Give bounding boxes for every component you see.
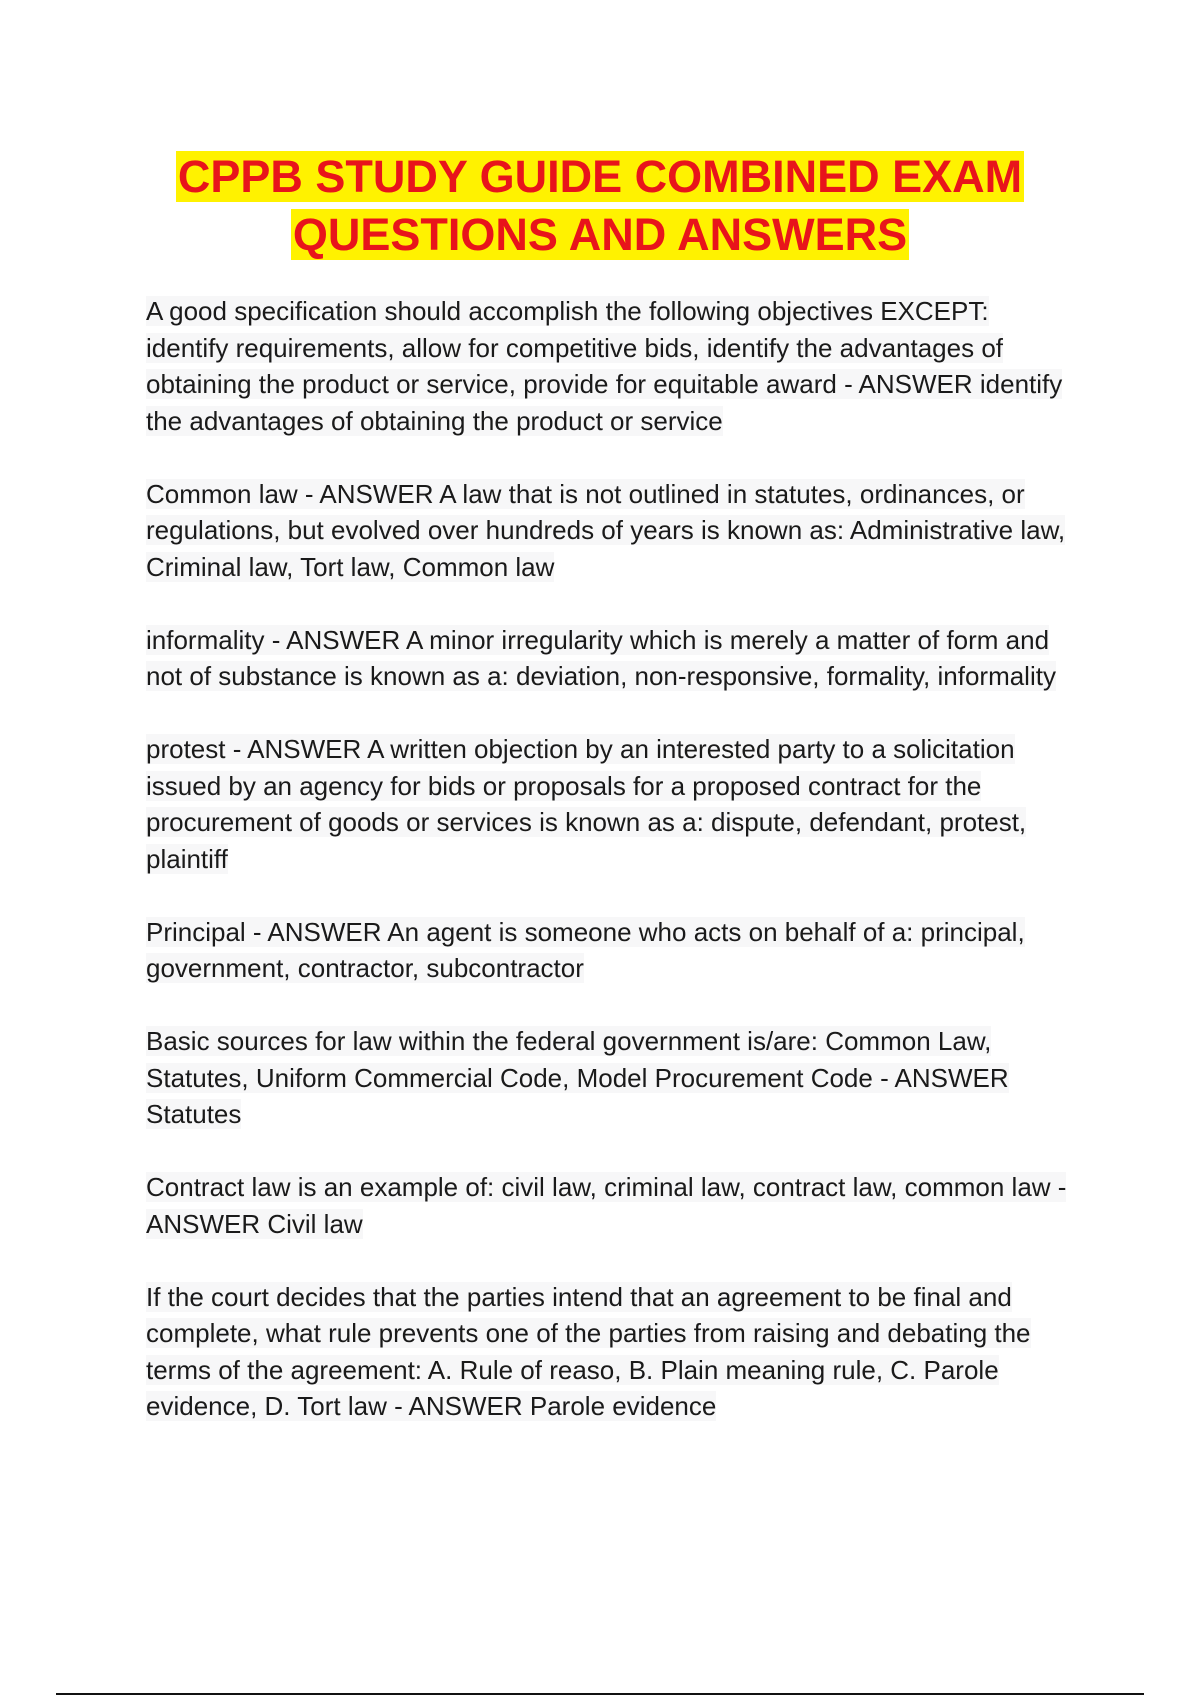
qa-entry (146, 914, 1076, 987)
qa-entry-text: Basic sources for law within the federal government is/are: Common Law, Statutes, Uniform Commercial Code, Model Procurement Code - ANSWER Statutes (146, 1026, 1009, 1129)
qa-entry-text: protest - ANSWER A written objection by an interested party to a solicitation issued by an agency for bids or proposals for a proposed contract for the procurement of goods or services is known as a: dispute, defendant, protest, plaintiff (146, 734, 1027, 874)
qa-entry-text: If the court decides that the parties intend that an agreement to be final and complete, what rule prevents one of the parties from raising and debating the terms of the agreement: A. Rule of reaso, B. Plain meaning rule, C. Parole evidence, D. Tort law - ANSWER Parole evidence (146, 1281, 1031, 1421)
title-line-1: CPPB STUDY GUIDE COMBINED EXAM (177, 151, 1023, 202)
qa-entry-text: Common law - ANSWER A law that is not outlined in statutes, ordinances, or regulations, but evolved over hundreds of years is known as: Administrative law, Criminal law, Tort law, Common law (146, 478, 1066, 582)
qa-entry-text: informality - ANSWER A minor irregularity which is merely a matter of form and not of substance is known as a: deviation, non-responsive, formality, informality (146, 624, 1056, 691)
qa-entry (146, 1169, 1076, 1242)
qa-entry (146, 622, 1076, 695)
qa-entry (146, 731, 1076, 877)
page-bottom-rule (56, 1693, 1144, 1695)
title-line-2: QUESTIONS AND ANSWERS (292, 209, 908, 260)
page-title (140, 148, 1060, 264)
qa-entry (146, 293, 1076, 439)
qa-entry (146, 476, 1076, 586)
qa-entry-text: Principal - ANSWER An agent is someone who acts on behalf of a: principal, government, contractor, subcontractor (146, 916, 1025, 983)
qa-entry-text: Contract law is an example of: civil law, criminal law, contract law, common law - ANSWER Civil law (146, 1172, 1067, 1239)
qa-list (146, 293, 1076, 1461)
qa-entry-text: A good specification should accomplish the following objectives EXCEPT: identify requirements, allow for competitive bids, identify the advantages of obtaining the product or service, provide for equitable award - ANSWER identify the advantages of obtaining the product or service (146, 296, 1063, 436)
qa-entry (146, 1023, 1076, 1133)
qa-entry (146, 1279, 1076, 1425)
